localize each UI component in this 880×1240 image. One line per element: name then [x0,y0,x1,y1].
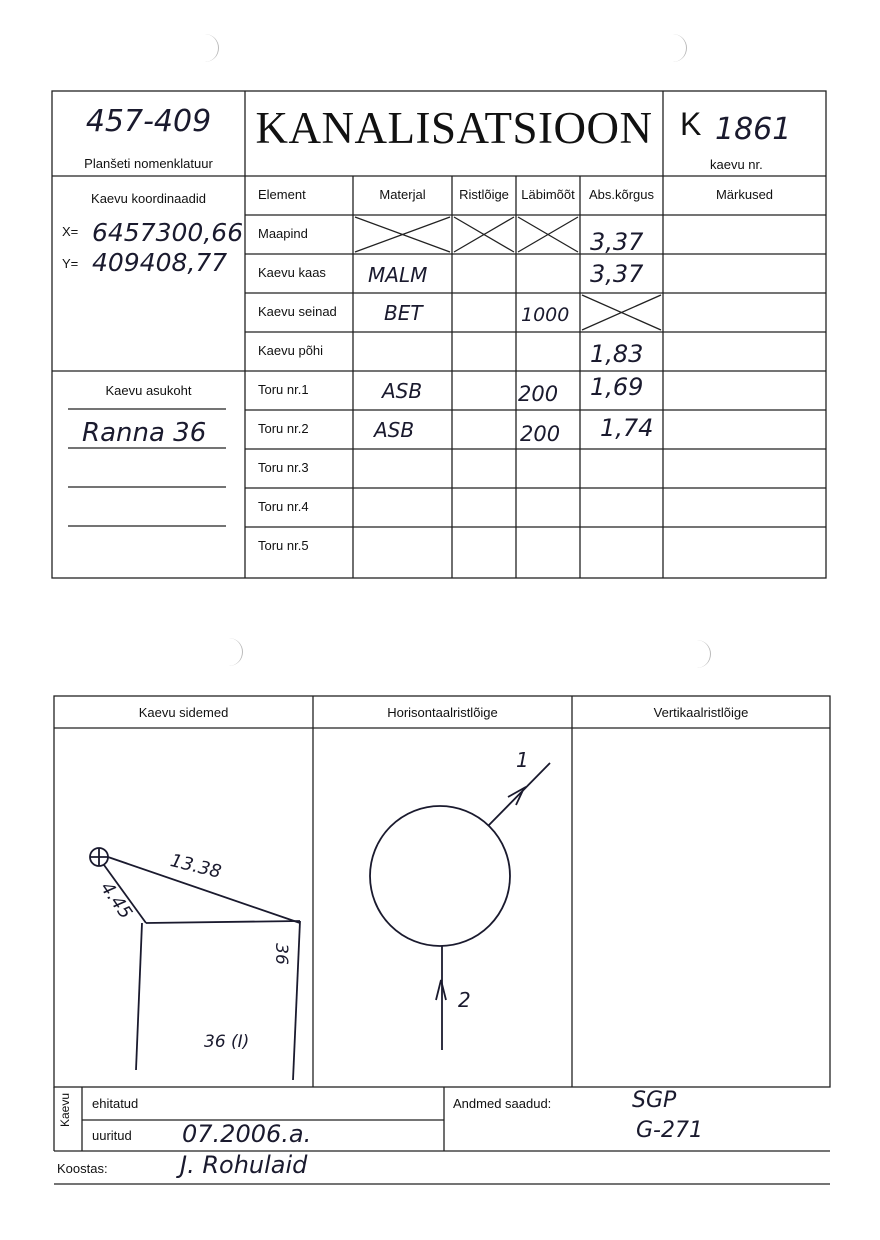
data-source-value-2: G-271 [636,1118,703,1143]
row-material-value: MALM [368,263,428,287]
surveyed-value: 07.2006.a. [182,1120,312,1148]
horizontal-section-label: Horisontaalristlõige [387,705,498,720]
data-source-value-1: SGP [632,1088,677,1113]
row-abs-value: 1,83 [590,340,644,368]
document-title: KANALISATSIOON [255,103,653,153]
header-ristloige: Ristlõige [459,187,509,202]
building-label-2: 36 (I) [204,1032,250,1052]
x-coordinate-value: 6457300,66 [92,218,244,247]
built-label: ehitatud [92,1096,139,1111]
row-element-label: Kaevu põhi [258,343,324,358]
location-value: Ranna 36 [82,418,207,448]
row-element-label: Kaevu seinad [258,304,337,319]
header-markused: Märkused [715,187,774,202]
header-element: Element [258,187,306,202]
punch-hole-mark [228,638,243,666]
row-element-label: Toru nr.2 [258,421,309,436]
row-element-label: Toru nr.1 [258,382,309,397]
bottom-card-grid [0,680,880,1200]
punch-hole-mark [696,640,711,668]
header-materjal: Materjal [379,187,426,202]
location-label: Kaevu asukoht [105,383,192,398]
row-element-label: Toru nr.4 [258,499,309,514]
kaevu-label: Kaevu [58,1092,72,1127]
ties-sketch [90,848,300,1080]
row-diameter-value: 200 [518,382,559,406]
compiled-value: J. Rohulaid [180,1151,308,1179]
row-material-value: BET [384,301,423,325]
vertical-section-label: Vertikaalristlõige [653,705,749,720]
y-prefix: Y= [62,256,79,271]
row-abs-value: 1,74 [600,414,654,442]
sheet-nomenclature-value: 457-409 [85,104,212,139]
surveyed-label: uuritud [92,1128,132,1143]
well-number-value: 1861 [715,112,792,147]
tie-distance-1: 13.38 [168,850,224,883]
pipe-2-label: 2 [458,988,471,1012]
row-material-value: ASB [382,379,423,403]
x-prefix: X= [62,224,79,239]
well-prefix: K [680,106,702,142]
header-abs-korgus: Abs.kõrgus [588,187,655,202]
well-number-label: kaevu nr. [710,157,763,172]
row-diameter-value: 200 [520,422,561,446]
row-element-label: Kaevu kaas [258,265,326,280]
row-element-label: Maapind [258,226,308,241]
row-abs-value: 1,69 [590,373,644,401]
y-coordinate-value: 409408,77 [92,248,228,277]
top-card-grid [0,0,880,600]
ties-label: Kaevu sidemed [138,705,229,720]
data-source-label: Andmed saadud: [453,1096,552,1111]
row-material-value: ASB [374,418,415,442]
pipe-1-label: 1 [516,748,529,772]
row-diameter-value: 1000 [521,304,570,326]
row-abs-value: 3,37 [590,260,644,288]
header-labimoot: Läbimõõt [521,187,575,202]
tie-distance-2: 4.45 [95,878,137,923]
compiled-label: Koostas: [57,1161,108,1176]
row-abs-value: 3,37 [590,228,644,256]
coordinates-label: Kaevu koordinaadid [91,191,206,206]
sheet-nomenclature-label: Planšeti nomenklatuur [84,156,213,171]
row-element-label: Toru nr.3 [258,460,309,475]
building-label-1: 36 [270,943,291,965]
row-element-label: Toru nr.5 [258,538,309,553]
